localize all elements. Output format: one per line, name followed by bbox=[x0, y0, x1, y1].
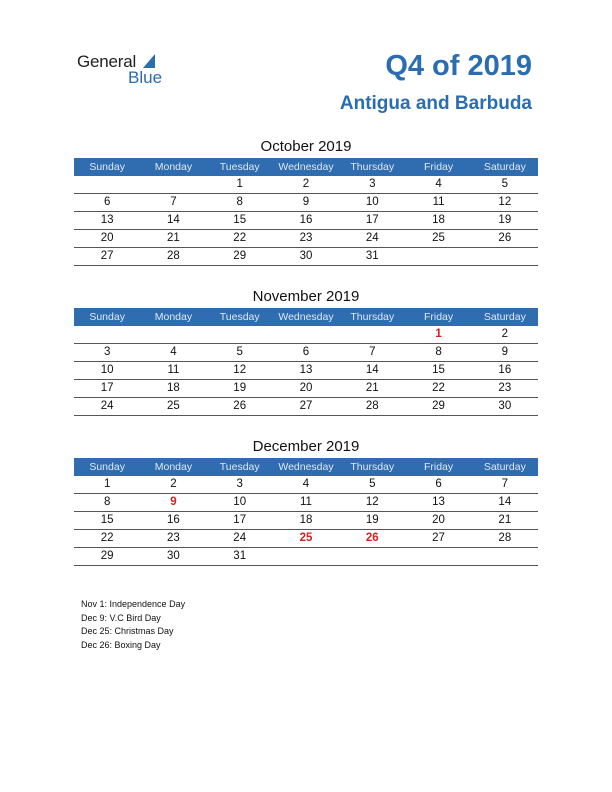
logo-general-text: General bbox=[77, 52, 137, 71]
logo bbox=[77, 52, 187, 92]
day-cell: 21 bbox=[167, 232, 180, 244]
day-cell: 27 bbox=[100, 250, 114, 262]
holiday-notes bbox=[81, 598, 185, 652]
day-cell: 17 bbox=[100, 382, 114, 394]
day-cell: 28 bbox=[167, 250, 180, 262]
weekday-label: Sunday bbox=[89, 161, 125, 173]
weekday-label: Monday bbox=[154, 311, 193, 323]
day-cell: 12 bbox=[233, 364, 247, 376]
day-cell: 22 bbox=[233, 232, 247, 244]
day-cell: 10 bbox=[100, 364, 114, 376]
holiday-note: Dec 25: Christmas Day bbox=[81, 626, 174, 636]
day-cell: 1 bbox=[103, 478, 111, 490]
day-cell: 23 bbox=[167, 532, 180, 544]
day-cell: 14 bbox=[365, 364, 379, 376]
weekday-label: Wednesday bbox=[278, 161, 334, 173]
weekday-label: Wednesday bbox=[278, 461, 334, 473]
day-cell: 24 bbox=[100, 400, 114, 412]
week-row bbox=[74, 230, 538, 248]
day-cell bbox=[74, 176, 140, 193]
day-cell: 16 bbox=[299, 214, 313, 226]
day-cell: 9 bbox=[302, 196, 310, 208]
holiday-note: Dec 9: V.C Bird Day bbox=[81, 612, 161, 623]
day-cell: 22 bbox=[100, 532, 114, 544]
day-cell: 26 bbox=[498, 232, 512, 244]
day-cell: 5 bbox=[236, 346, 243, 358]
day-cell: 25 bbox=[299, 532, 313, 544]
day-cell: 29 bbox=[100, 550, 114, 562]
day-cell: 25 bbox=[432, 232, 445, 244]
week-row bbox=[74, 344, 538, 362]
weekday-label: Tuesday bbox=[219, 461, 260, 473]
day-cell: 28 bbox=[365, 400, 379, 412]
day-cell: 31 bbox=[233, 550, 247, 562]
day-cell: 9 bbox=[501, 346, 509, 358]
day-cell: 19 bbox=[498, 214, 512, 226]
logo-triangle-icon bbox=[143, 54, 155, 68]
day-cell bbox=[273, 326, 339, 343]
day-cell: 18 bbox=[432, 214, 445, 226]
day-cell: 12 bbox=[365, 496, 379, 508]
weekday-label: Friday bbox=[423, 311, 454, 323]
day-cell bbox=[339, 326, 405, 343]
day-cell: 13 bbox=[100, 214, 114, 226]
weekday-label: Friday bbox=[423, 461, 454, 473]
day-cell bbox=[405, 248, 471, 265]
page-subtitle: Antigua and Barbuda bbox=[339, 93, 532, 114]
day-cell: 26 bbox=[365, 532, 379, 544]
weekday-label: Thursday bbox=[350, 311, 395, 323]
day-cell: 12 bbox=[498, 196, 512, 208]
day-cell: 22 bbox=[432, 382, 445, 394]
day-cell: 8 bbox=[435, 346, 442, 358]
week-row bbox=[74, 362, 538, 380]
day-cell: 14 bbox=[498, 496, 512, 508]
week-row bbox=[74, 512, 538, 530]
day-cell: 18 bbox=[299, 514, 313, 526]
weekday-label: Monday bbox=[154, 461, 193, 473]
day-cell bbox=[273, 548, 339, 565]
day-cell: 30 bbox=[299, 250, 313, 262]
weekday-header bbox=[74, 308, 538, 326]
week-row bbox=[74, 548, 538, 566]
holiday-note: Dec 26: Boxing Day bbox=[81, 639, 161, 650]
month-calendar bbox=[74, 286, 538, 416]
page-title: Q4 of 2019 bbox=[385, 50, 532, 82]
day-cell: 9 bbox=[170, 496, 177, 508]
day-cell: 30 bbox=[498, 400, 512, 412]
weekday-label: Thursday bbox=[350, 461, 395, 473]
day-cell: 18 bbox=[167, 382, 180, 394]
day-cell bbox=[339, 548, 405, 565]
day-cell: 26 bbox=[233, 400, 247, 412]
day-cell: 24 bbox=[233, 532, 247, 544]
week-row bbox=[74, 212, 538, 230]
day-cell: 20 bbox=[432, 514, 445, 526]
week-row bbox=[74, 398, 538, 416]
day-cell: 2 bbox=[501, 328, 509, 340]
weekday-header bbox=[74, 158, 538, 176]
day-cell: 5 bbox=[501, 178, 509, 190]
day-cell bbox=[472, 248, 538, 265]
day-cell: 6 bbox=[103, 196, 111, 208]
day-cell: 8 bbox=[236, 196, 243, 208]
weekday-label: Monday bbox=[154, 161, 193, 173]
day-cell: 4 bbox=[435, 178, 442, 190]
day-cell: 21 bbox=[498, 514, 512, 526]
weekday-label: Wednesday bbox=[278, 311, 334, 323]
day-cell: 4 bbox=[170, 346, 177, 358]
logo-blue-text: Blue bbox=[128, 68, 163, 87]
day-cell: 23 bbox=[299, 232, 313, 244]
weekday-label: Sunday bbox=[89, 461, 125, 473]
day-cell bbox=[74, 326, 140, 343]
weekday-label: Saturday bbox=[483, 311, 526, 323]
weekday-label: Tuesday bbox=[219, 161, 260, 173]
day-cell: 24 bbox=[365, 232, 379, 244]
week-row bbox=[74, 326, 538, 344]
day-cell: 20 bbox=[299, 382, 313, 394]
day-cell: 15 bbox=[233, 214, 247, 226]
day-cell: 1 bbox=[236, 178, 243, 190]
day-cell: 6 bbox=[302, 346, 310, 358]
day-cell: 2 bbox=[170, 478, 177, 490]
week-row bbox=[74, 194, 538, 212]
day-cell: 30 bbox=[167, 550, 180, 562]
weekday-label: Saturday bbox=[483, 461, 526, 473]
day-cell: 29 bbox=[233, 250, 247, 262]
day-cell: 4 bbox=[302, 478, 310, 490]
weekday-label: Thursday bbox=[350, 161, 395, 173]
day-cell: 5 bbox=[369, 478, 376, 490]
day-cell: 16 bbox=[498, 364, 512, 376]
day-cell bbox=[207, 326, 273, 343]
day-cell: 31 bbox=[365, 250, 379, 262]
month-calendar bbox=[74, 436, 538, 566]
month-title: December 2019 bbox=[252, 438, 360, 455]
week-row bbox=[74, 176, 538, 194]
weekday-header bbox=[74, 458, 538, 476]
weekday-label: Saturday bbox=[483, 161, 526, 173]
day-cell: 19 bbox=[365, 514, 379, 526]
day-cell: 3 bbox=[103, 346, 111, 358]
week-row bbox=[74, 476, 538, 494]
day-cell: 13 bbox=[299, 364, 313, 376]
day-cell: 27 bbox=[432, 532, 445, 544]
day-cell: 17 bbox=[365, 214, 379, 226]
month-calendar bbox=[74, 136, 538, 266]
day-cell: 27 bbox=[299, 400, 313, 412]
week-row bbox=[74, 380, 538, 398]
day-cell: 8 bbox=[103, 496, 111, 508]
day-cell: 17 bbox=[233, 514, 247, 526]
day-cell: 7 bbox=[501, 478, 509, 490]
weekday-label: Sunday bbox=[89, 311, 125, 323]
day-cell: 21 bbox=[365, 382, 379, 394]
month-title: November 2019 bbox=[252, 288, 360, 305]
day-cell bbox=[140, 326, 206, 343]
day-cell bbox=[140, 176, 206, 193]
day-cell: 19 bbox=[233, 382, 247, 394]
day-cell: 7 bbox=[170, 196, 177, 208]
day-cell: 15 bbox=[100, 514, 114, 526]
day-cell: 3 bbox=[369, 178, 376, 190]
day-cell: 13 bbox=[432, 496, 445, 508]
week-row bbox=[74, 248, 538, 266]
day-cell: 2 bbox=[302, 178, 310, 190]
day-cell: 1 bbox=[435, 328, 442, 340]
day-cell: 16 bbox=[167, 514, 180, 526]
day-cell: 11 bbox=[167, 364, 180, 376]
day-cell: 25 bbox=[167, 400, 180, 412]
day-cell: 7 bbox=[369, 346, 376, 358]
day-cell: 29 bbox=[432, 400, 445, 412]
day-cell bbox=[472, 548, 538, 565]
day-cell: 11 bbox=[300, 496, 312, 508]
weekday-label: Tuesday bbox=[219, 311, 260, 323]
week-row bbox=[74, 530, 538, 548]
day-cell: 11 bbox=[432, 196, 445, 208]
month-title: October 2019 bbox=[260, 138, 352, 155]
day-cell: 20 bbox=[100, 232, 114, 244]
day-cell: 14 bbox=[167, 214, 180, 226]
day-cell: 15 bbox=[432, 364, 445, 376]
day-cell: 3 bbox=[236, 478, 243, 490]
day-cell: 23 bbox=[498, 382, 512, 394]
day-cell bbox=[405, 548, 471, 565]
week-row bbox=[74, 494, 538, 512]
day-cell: 28 bbox=[498, 532, 512, 544]
day-cell: 6 bbox=[435, 478, 442, 490]
weekday-label: Friday bbox=[423, 161, 454, 173]
holiday-note: Nov 1: Independence Day bbox=[81, 599, 186, 609]
day-cell: 10 bbox=[365, 196, 379, 208]
day-cell: 10 bbox=[233, 496, 247, 508]
